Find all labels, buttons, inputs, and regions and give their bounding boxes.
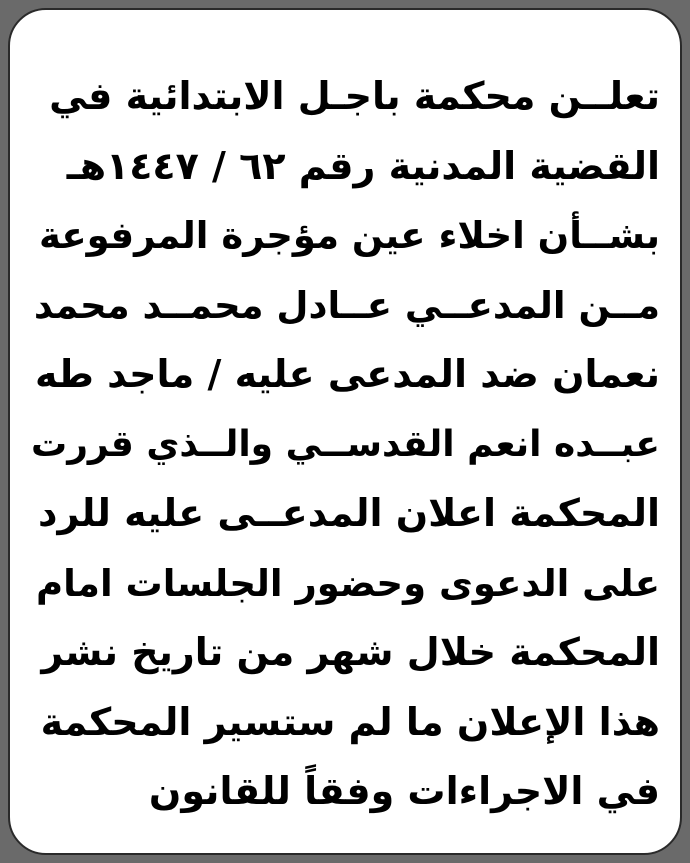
notice-line-10: هذا الإعلان ما لم ستسير المحكمة (40, 699, 660, 744)
notice-line-1: تعلــن محكمة باجـل الابتدائية في (49, 74, 660, 118)
court-notice (30, 62, 660, 827)
notice-line-7: المحكمة اعلان المدعــى عليه للرد (37, 491, 660, 535)
notice-line-5: نعمان ضد المدعى عليه / ماجد طه (35, 352, 660, 396)
notice-line-11: في الاجراءات وفقاً للقانون (148, 769, 660, 813)
notice-line-8: على الدعوى وحضور الجلسات امام (36, 561, 660, 605)
notice-line-4: مــن المدعــي عــادل محمــد محمد (33, 283, 660, 327)
notice-frame (8, 8, 682, 855)
notice-line-6: عبــده انعم القدســي والــذي قررت (31, 423, 660, 465)
notice-line-3: بشــأن اخلاء عين مؤجرة المرفوعة (38, 214, 660, 257)
notice-line-2: القضية المدنية رقم ٦٢ / ١٤٤٧هـ (66, 143, 660, 188)
notice-line-9: المحكمة خلال شهر من تاريخ نشر (41, 630, 660, 674)
